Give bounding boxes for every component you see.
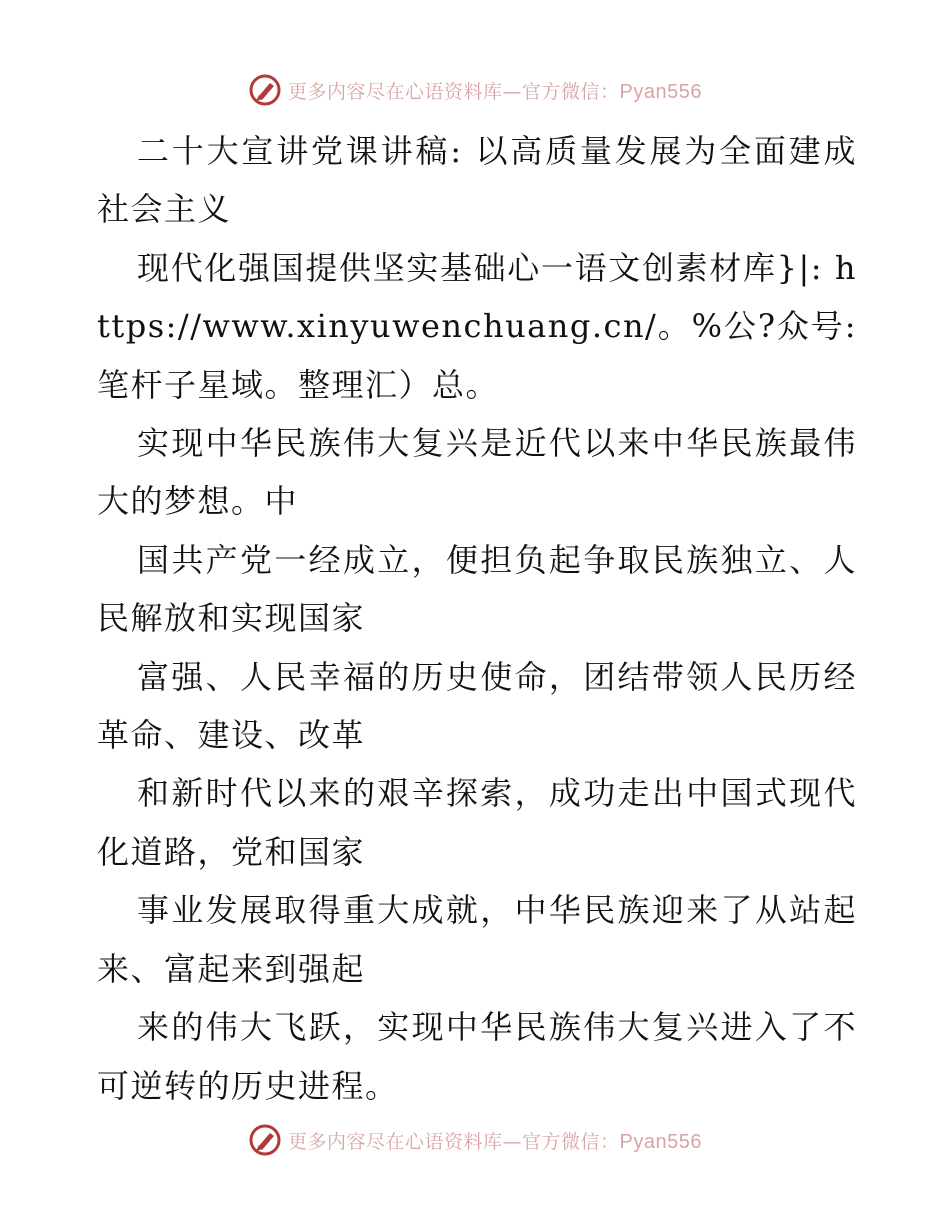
watermark-account: Pyan556 [619, 1130, 702, 1153]
paragraph-4: 国共产党一经成立，便担负起争取民族独立、人民解放和实现国家 [97, 540, 857, 638]
pen-seal-icon [248, 73, 282, 107]
watermark-account: Pyan556 [619, 80, 702, 103]
pen-seal-icon [248, 1123, 282, 1157]
header-watermark [0, 70, 950, 110]
paragraph-2: 现代化强国提供坚实基础心一语文创素材库}|: https://www.xinyuwenchuang.cn/。%公?众号: 笔杆子星域。整理汇）总。 [97, 248, 857, 404]
footer-watermark [0, 1120, 950, 1160]
paragraph-5: 富强、人民幸福的历史使命，团结带领人民历经革命、建设、改革 [97, 657, 857, 755]
paragraph-3: 实现中华民族伟大复兴是近代以来中华民族最伟大的梦想。中 [97, 424, 857, 521]
watermark-text: 更多内容尽在心语资料库—官方微信： [288, 1130, 620, 1153]
paragraph-8: 来的伟大飞跃，实现中华民族伟大复兴进入了不可逆转的历史进程。 [97, 1008, 857, 1105]
paragraph-1: 二十大宣讲党课讲稿: 以高质量发展为全面建成社会主义 [97, 132, 857, 229]
paragraph-7: 事业发展取得重大成就，中华民族迎来了从站起来、富起来到强起 [97, 891, 857, 988]
document-body [97, 122, 857, 1115]
watermark-text: 更多内容尽在心语资料库—官方微信： [288, 80, 620, 103]
paragraph-6: 和新时代以来的艰辛探索，成功走出中国式现代化道路，党和国家 [97, 774, 857, 871]
